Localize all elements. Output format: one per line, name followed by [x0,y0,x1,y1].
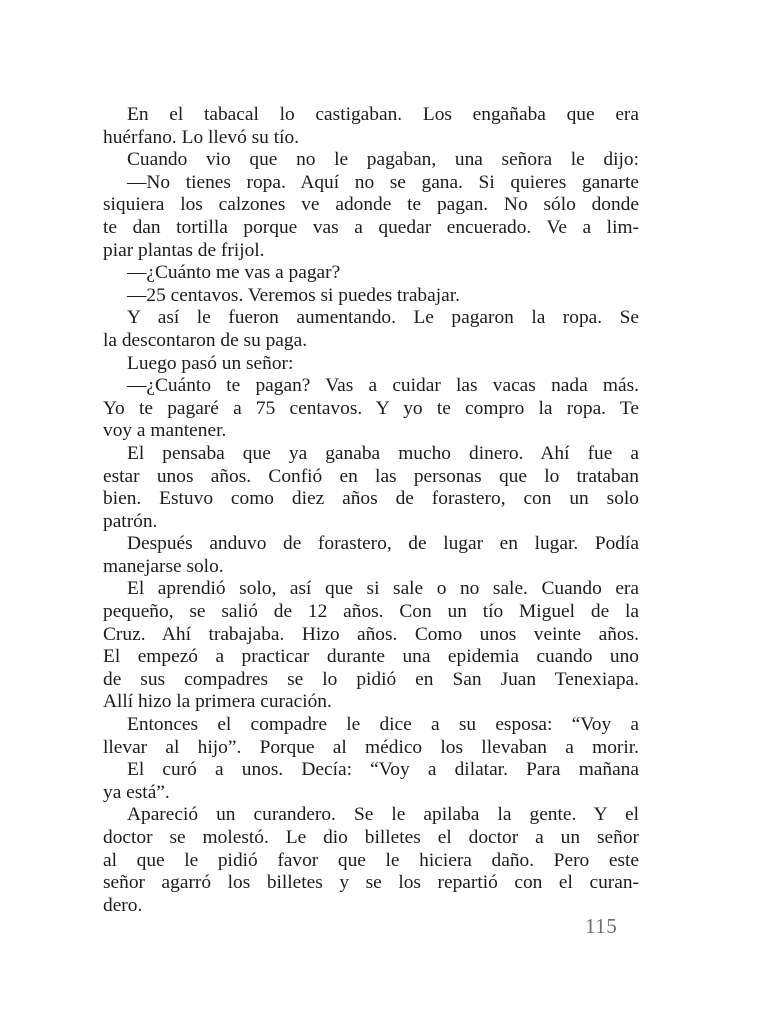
text-line: señor agarró los billetes y se los repartió con el curan- [103,872,639,894]
text-line: Luego pasó un señor: [127,352,294,374]
text-line: dero. [103,894,143,916]
text-line: huérfano. Lo llevó su tío. [103,126,300,148]
text-line: de sus compadres se lo pidió en San Juan Tenexiapa. [103,668,639,690]
text-line: Y así le fueron aumentando. Le pagaron la ropa. Se [127,307,639,329]
text-line: —No tienes ropa. Aquí no se gana. Si quieres ganarte [127,171,639,193]
text-line: —¿Cuánto te pagan? Vas a cuidar las vacas nada más. [127,375,639,397]
text-line: Después anduvo de forastero, de lugar en lugar. Podía [127,533,639,555]
text-line: te dan tortilla porque vas a quedar encuerado. Ve a lim- [103,216,639,238]
text-line: Allí hizo la primera curación. [103,691,332,713]
text-line: ya está”. [103,781,170,803]
text-line: Cruz. Ahí trabajaba. Hizo años. Como unos veinte años. [103,623,639,645]
text-line: bien. Estuvo como diez años de forastero, con un solo [103,488,639,510]
text-line: El pensaba que ya ganaba mucho dinero. Ahí fue a [127,442,639,464]
text-line: piar plantas de frijol. [103,239,265,261]
text-line: pequeño, se salió de 12 años. Con un tío Miguel de la [103,601,639,623]
text-line: Apareció un curandero. Se le apilaba la gente. Y el [127,804,639,826]
text-line: patrón. [103,510,158,532]
text-line: estar unos años. Confió en las personas que lo trataban [103,465,639,487]
text-line: la descontaron de su paga. [103,329,308,351]
body-text [103,104,639,917]
text-line: En el tabacal lo castigaban. Los engañaba que era [127,104,639,125]
text-line: El empezó a practicar durante una epidemia cuando uno [103,646,639,668]
text-line: al que le pidió favor que le hiciera daño. Pero este [103,849,639,871]
text-line: El aprendió solo, así que si sale o no sale. Cuando era [127,578,639,600]
text-line: —¿Cuánto me vas a pagar? [127,262,341,284]
text-line: El curó a unos. Decía: “Voy a dilatar. Para mañana [127,759,639,781]
text-line: Yo te pagaré a 75 centavos. Y yo te compro la ropa. Te [103,397,639,419]
text-line: manejarse solo. [103,555,224,577]
text-line: doctor se molestó. Le dio billetes el doctor a un señor [103,827,639,848]
text-line: llevar al hijo”. Porque al médico los llevaban a morir. [103,736,639,758]
text-line: Entonces el compadre le dice a su esposa: “Voy a [127,714,639,736]
text-line: siquiera los calzones ve adonde te pagan. No sólo donde [103,194,639,216]
text-line: Cuando vio que no le pagaban, una señora le dijo: [127,149,639,171]
text-line: voy a mantener. [103,420,227,442]
page-number: 115 [585,914,618,938]
text-line: —25 centavos. Veremos si puedes trabajar. [127,284,460,306]
